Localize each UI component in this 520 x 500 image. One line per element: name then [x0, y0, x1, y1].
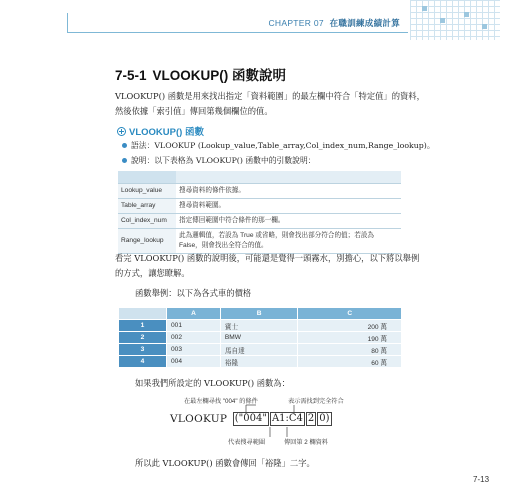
bullet-description — [122, 155, 316, 166]
bullet-syntax — [122, 140, 435, 151]
column-header: C — [298, 308, 402, 320]
cell-price: 190 萬 — [298, 332, 402, 344]
table-header-cell — [118, 171, 176, 183]
header-chapter: CHAPTER 07 — [268, 18, 324, 28]
table-row — [118, 198, 401, 213]
intro-paragraph: VLOOKUP() 函數是用來找出指定「資料範圍」的最左欄中符合「特定值」的資料，然後依據「索引值」傳回第幾個欄位的值。 — [115, 91, 425, 116]
subsection-heading — [117, 124, 204, 138]
argument-name: Lookup_value — [118, 183, 176, 198]
argument-desc: 搜尋資料的條件依據。 — [176, 183, 401, 198]
cell-brand: 賓士 — [220, 320, 298, 332]
arg-lookup-value: ("004" — [234, 413, 267, 424]
arg-table-array: A1:C4 — [271, 413, 303, 424]
argument-name: Table_array — [118, 198, 176, 213]
page-number: 7-13 — [473, 475, 490, 484]
grid-block — [422, 6, 427, 11]
formula-intro: 如果我們所設定的 VLOOKUP() 函數為： — [135, 378, 290, 388]
section-heading — [115, 64, 286, 84]
cell-price: 80 萬 — [298, 344, 402, 356]
annotation-range: 代表搜尋範圍 — [228, 439, 266, 446]
section-title: VLOOKUP() 函數說明 — [152, 68, 287, 83]
cell-price: 200 萬 — [298, 320, 402, 332]
car-price-table — [118, 307, 402, 368]
formula-diagram — [170, 389, 390, 454]
subsection-title: VLOOKUP() 函數 — [129, 127, 204, 138]
row-number: 1 — [119, 320, 167, 332]
header-title: 在職訓練成績計算 — [329, 18, 400, 28]
bullet-dot-icon — [122, 158, 127, 163]
header-grid-decoration — [410, 0, 500, 40]
table-row — [119, 332, 402, 344]
conclusion-paragraph: 所以此 VLOOKUP() 函數會傳回「裕隆」二字。 — [135, 458, 315, 468]
cell-code: 002 — [167, 332, 221, 344]
argument-desc: 搜尋資料範圍。 — [176, 198, 401, 213]
table-header-row — [118, 171, 401, 183]
cell-brand: BMW — [220, 332, 298, 344]
formula-expression — [170, 412, 332, 426]
table-row — [119, 356, 402, 368]
argument-desc: 指定傳回範圍中符合條件的那一欄。 — [176, 213, 401, 228]
grid-block — [482, 24, 487, 29]
column-header: B — [220, 308, 298, 320]
row-number: 4 — [119, 356, 167, 368]
plus-circle-icon — [117, 127, 126, 136]
bullet-dot-icon — [122, 143, 127, 148]
explanation-paragraph: 看完 VLOOKUP() 函數的說明後，可能還是覺得一頭霧水，別擔心，以下將以舉例的方式，讓您瞭解。 — [115, 253, 420, 278]
column-header: A — [167, 308, 221, 320]
grid-block — [440, 18, 445, 23]
arg-col-index: 2 — [307, 413, 315, 424]
arg-range-lookup: 0) — [319, 413, 330, 424]
argument-desc: 此為邏輯值，若設為 True 或省略，則會找出部分符合的值；若設為 False，則會找出全符合的值。 — [176, 228, 401, 253]
cell-brand: 裕隆 — [220, 356, 298, 368]
running-header — [67, 13, 408, 33]
annotation-lookup-value: 在最左欄尋找 "004" 的條件 — [184, 398, 258, 405]
grid-block — [464, 12, 469, 17]
bullet-text: 語法：VLOOKUP (Lookup_value,Table_array,Col_index_num,Range_lookup)。 — [131, 141, 435, 150]
cell-price: 60 萬 — [298, 356, 402, 368]
argument-name: Col_index_num — [118, 213, 176, 228]
annotation-exact-match: 表示需找到完全符合 — [288, 398, 344, 405]
argument-name: Range_lookup — [118, 228, 176, 253]
row-number: 2 — [119, 332, 167, 344]
table-header-row — [119, 308, 402, 320]
cell-code: 003 — [167, 344, 221, 356]
cell-code: 004 — [167, 356, 221, 368]
bullet-text: 說明：以下表格為 VLOOKUP() 函數中的引數說明： — [131, 156, 316, 165]
section-number: 7-5-1 — [115, 68, 147, 83]
table-row — [118, 183, 401, 198]
cell-code: 001 — [167, 320, 221, 332]
table-header-cell — [176, 171, 401, 183]
corner-cell — [119, 308, 167, 320]
argument-table — [118, 171, 401, 254]
example-intro: 函數舉例：以下為各式車的價格 — [135, 288, 252, 298]
table-row — [118, 213, 401, 228]
table-row — [119, 320, 402, 332]
header-text — [268, 17, 400, 29]
cell-brand: 馬自達 — [220, 344, 298, 356]
row-number: 3 — [119, 344, 167, 356]
table-row — [118, 228, 401, 253]
annotation-column: 傳回第 2 欄資料 — [284, 439, 329, 446]
table-row — [119, 344, 402, 356]
function-name: VLOOKUP — [170, 413, 228, 425]
